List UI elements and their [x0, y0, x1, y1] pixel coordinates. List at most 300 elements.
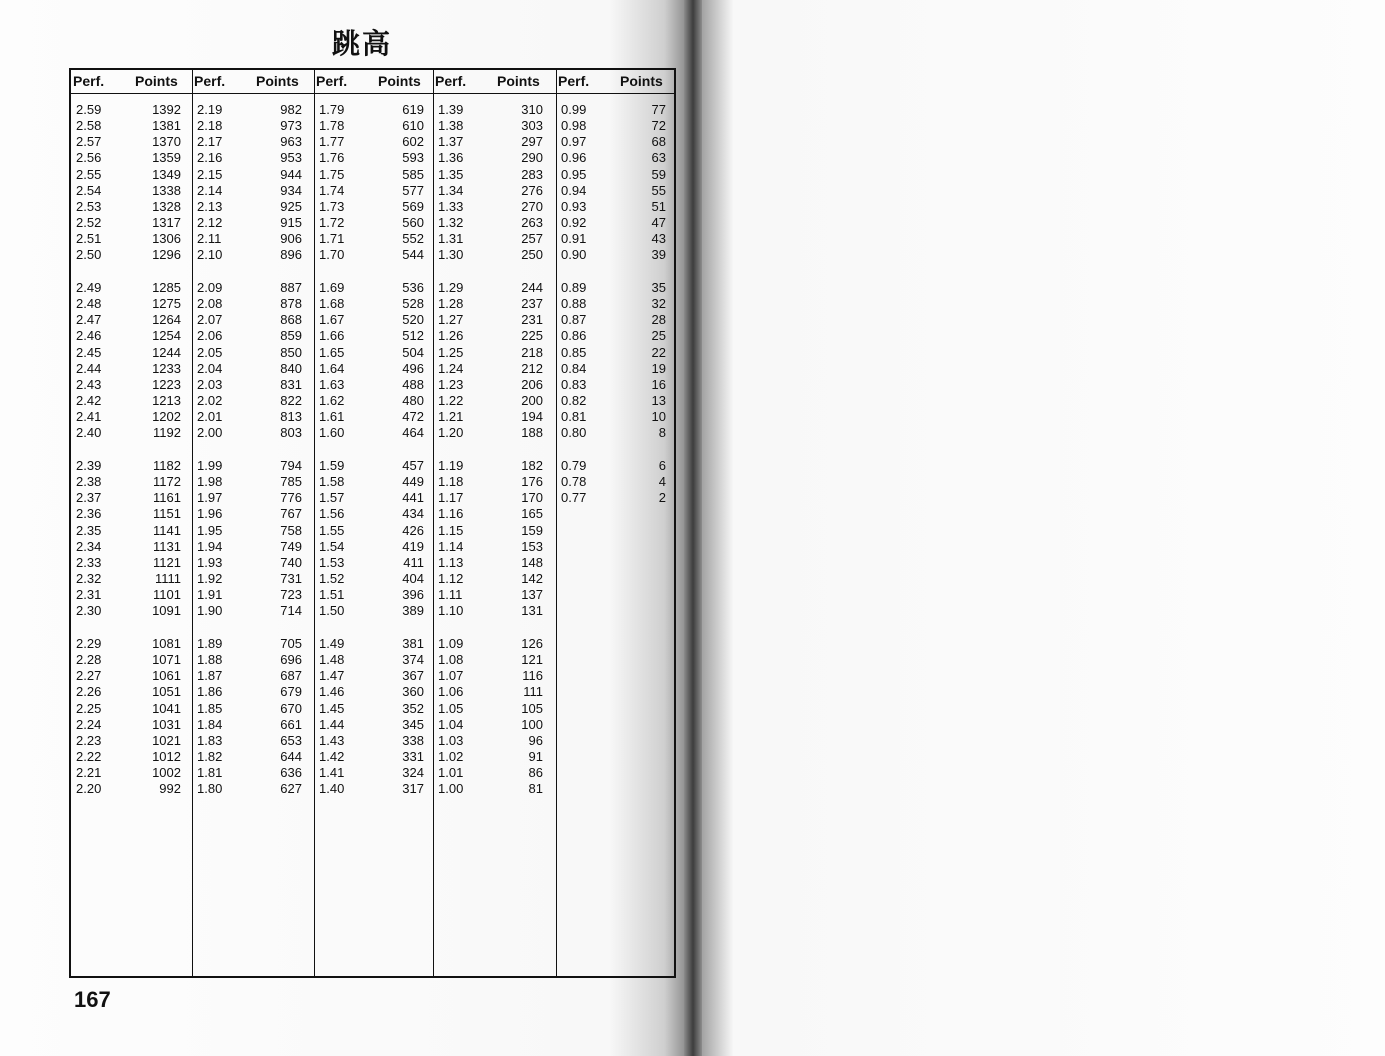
points-value: 687	[280, 668, 302, 684]
perf-value: 2.04	[197, 360, 223, 376]
perf-value: 1.93	[197, 554, 223, 570]
perf-value: 1.70	[319, 247, 345, 263]
perf-value: 1.11	[438, 587, 463, 603]
header-points: Points	[620, 73, 663, 89]
perf-value: 1.95	[197, 522, 223, 538]
points-value: 389	[402, 603, 424, 619]
points-value: 714	[280, 603, 302, 619]
perf-value: 0.89	[561, 280, 587, 295]
points-value: 6	[658, 458, 666, 473]
perf-value: 1.34	[438, 182, 464, 198]
perf-value: 1.90	[197, 603, 223, 619]
perf-value: 1.82	[197, 749, 223, 765]
points-value: 560	[402, 215, 424, 231]
points-value: 794	[280, 458, 302, 473]
points-value: 512	[402, 328, 424, 344]
perf-value: 1.30	[438, 247, 464, 263]
perf-value: 0.88	[561, 296, 587, 312]
perf-value: 2.37	[76, 490, 102, 506]
perf-value: 2.23	[76, 732, 102, 748]
perf-value: 1.54	[319, 538, 345, 554]
perf-value: 0.86	[561, 328, 587, 344]
perf-value: 1.52	[319, 571, 345, 587]
points-value: 434	[402, 506, 424, 522]
perf-value: 1.92	[197, 571, 223, 587]
points-value: 1131	[153, 538, 181, 554]
perf-value: 1.66	[319, 328, 345, 344]
perf-value: 2.38	[76, 474, 102, 490]
header-perf: Perf.	[194, 73, 226, 89]
points-value: 577	[402, 182, 424, 198]
perf-value: 0.79	[561, 458, 587, 473]
perf-value: 1.05	[438, 700, 464, 716]
perf-value: 2.41	[76, 409, 102, 425]
points-value: 670	[280, 700, 302, 716]
header-points: Points	[135, 73, 178, 89]
points-value: 1254	[152, 328, 181, 344]
perf-value: 0.85	[561, 344, 587, 360]
perf-value: 1.64	[319, 360, 345, 376]
perf-value: 2.31	[76, 587, 102, 603]
points-value: 1021	[152, 732, 181, 748]
points-value: 915	[280, 215, 302, 231]
perf-value: 0.81	[561, 409, 587, 425]
points-value: 206	[521, 376, 543, 392]
perf-value: 0.82	[561, 393, 587, 409]
perf-value: 1.04	[438, 716, 464, 732]
page-number: 167	[74, 987, 111, 1012]
points-value: 1370	[152, 134, 181, 150]
points-value: 1244	[152, 344, 181, 360]
points-value: 593	[402, 150, 424, 166]
perf-value: 2.50	[76, 247, 102, 263]
perf-value: 2.56	[76, 150, 102, 166]
points-value: 324	[402, 765, 424, 781]
perf-value: 2.45	[76, 344, 102, 360]
perf-value: 2.17	[197, 134, 223, 150]
points-value: 1359	[152, 150, 181, 166]
points-value: 10	[651, 409, 666, 425]
perf-value: 2.44	[76, 360, 102, 376]
perf-value: 2.14	[197, 182, 223, 198]
perf-value: 0.97	[561, 134, 587, 150]
points-value: 159	[521, 522, 543, 538]
points-value: 290	[521, 150, 543, 166]
points-value: 91	[528, 749, 543, 765]
points-value: 68	[651, 134, 666, 150]
perf-value: 1.86	[197, 684, 223, 700]
page-title-high-jump: 跳高	[332, 27, 393, 60]
perf-value: 2.25	[76, 700, 102, 716]
points-value: 696	[280, 652, 302, 668]
perf-value: 1.12	[438, 571, 464, 587]
perf-value: 1.53	[319, 554, 345, 570]
points-value: 111	[523, 684, 543, 700]
perf-value: 2.51	[76, 231, 102, 247]
points-value: 636	[280, 765, 302, 781]
points-value: 303	[521, 118, 543, 134]
points-value: 13	[651, 393, 666, 409]
perf-value: 0.98	[561, 118, 587, 134]
book-spine	[684, 0, 702, 1056]
perf-value: 2.11	[197, 231, 222, 247]
points-value: 1192	[153, 425, 181, 441]
points-value: 360	[402, 684, 424, 700]
perf-value: 1.68	[319, 296, 345, 312]
points-value: 767	[280, 506, 302, 522]
perf-value: 1.50	[319, 603, 345, 619]
perf-value: 1.43	[319, 732, 345, 748]
perf-value: 2.00	[197, 425, 223, 441]
perf-value: 2.28	[76, 652, 102, 668]
points-value: 679	[280, 684, 302, 700]
points-value: 16	[651, 376, 666, 392]
header-perf: Perf.	[316, 73, 348, 89]
points-value: 4	[658, 474, 666, 490]
perf-value: 1.48	[319, 652, 345, 668]
points-value: 602	[402, 134, 424, 150]
perf-value: 1.08	[438, 652, 464, 668]
perf-value: 2.18	[197, 118, 223, 134]
perf-value: 1.69	[319, 280, 345, 295]
perf-value: 2.57	[76, 134, 102, 150]
perf-value: 1.84	[197, 716, 223, 732]
header-points: Points	[256, 73, 299, 89]
perf-value: 2.27	[76, 668, 102, 684]
perf-value: 0.80	[561, 425, 587, 441]
perf-value: 0.77	[561, 490, 587, 506]
perf-value: 1.21	[438, 409, 464, 425]
points-value: 283	[521, 166, 543, 182]
points-value: 982	[280, 102, 302, 117]
points-value: 411	[403, 554, 424, 570]
points-value: 276	[521, 182, 543, 198]
perf-value: 1.20	[438, 425, 464, 441]
perf-value: 2.59	[76, 102, 102, 117]
perf-value: 1.40	[319, 781, 345, 797]
points-value: 1002	[152, 765, 181, 781]
perf-value: 1.65	[319, 344, 345, 360]
points-value: 331	[402, 749, 424, 765]
points-value: 142	[521, 571, 543, 587]
perf-value: 1.74	[319, 182, 345, 198]
perf-value: 1.15	[438, 522, 464, 538]
points-value: 1161	[153, 490, 181, 506]
points-value: 536	[402, 280, 424, 295]
perf-value: 2.43	[76, 376, 102, 392]
points-value: 63	[651, 150, 666, 166]
points-value: 1349	[152, 166, 181, 182]
points-value: 896	[280, 247, 302, 263]
perf-value: 1.62	[319, 393, 345, 409]
points-value: 1275	[152, 296, 181, 312]
points-value: 194	[521, 409, 543, 425]
perf-value: 1.14	[438, 538, 464, 554]
points-value: 25	[651, 328, 666, 344]
perf-value: 2.07	[197, 312, 223, 328]
points-value: 310	[521, 102, 543, 117]
points-value: 404	[402, 571, 424, 587]
perf-value: 1.96	[197, 506, 223, 522]
perf-value: 1.27	[438, 312, 464, 328]
perf-value: 1.28	[438, 296, 464, 312]
perf-value: 1.35	[438, 166, 464, 182]
right-page	[692, 0, 1385, 1056]
perf-value: 1.98	[197, 474, 223, 490]
perf-value: 2.46	[76, 328, 102, 344]
perf-value: 1.71	[319, 231, 345, 247]
points-value: 944	[280, 166, 302, 182]
points-value: 441	[402, 490, 424, 506]
points-value: 661	[280, 716, 302, 732]
points-value: 1101	[153, 587, 181, 603]
perf-value: 2.36	[76, 506, 102, 522]
perf-value: 2.16	[197, 150, 223, 166]
perf-value: 0.96	[561, 150, 587, 166]
points-value: 449	[402, 474, 424, 490]
header-perf: Perf.	[73, 73, 105, 89]
points-value: 1061	[152, 668, 181, 684]
perf-value: 1.57	[319, 490, 345, 506]
perf-value: 2.42	[76, 393, 102, 409]
perf-value: 2.02	[197, 393, 223, 409]
points-value: 297	[521, 134, 543, 150]
perf-value: 1.01	[438, 765, 464, 781]
points-value: 785	[280, 474, 302, 490]
points-value: 868	[280, 312, 302, 328]
points-value: 352	[402, 700, 424, 716]
perf-value: 1.89	[197, 636, 223, 651]
points-value: 544	[402, 247, 424, 263]
perf-value: 1.26	[438, 328, 464, 344]
perf-value: 1.24	[438, 360, 464, 376]
points-value: 96	[528, 732, 543, 748]
points-value: 906	[280, 231, 302, 247]
perf-value: 1.77	[319, 134, 345, 150]
column-divider	[314, 70, 315, 976]
perf-value: 1.31	[438, 231, 464, 247]
points-value: 1121	[153, 554, 181, 570]
perf-value: 1.32	[438, 215, 464, 231]
perf-value: 2.53	[76, 198, 102, 214]
points-value: 367	[402, 668, 424, 684]
points-value: 1091	[152, 603, 181, 619]
perf-value: 1.79	[319, 102, 345, 117]
points-value: 1285	[152, 280, 181, 295]
points-value: 840	[280, 360, 302, 376]
points-value: 1328	[152, 198, 181, 214]
points-value: 1071	[152, 652, 181, 668]
points-value: 419	[402, 538, 424, 554]
perf-value: 1.07	[438, 668, 464, 684]
perf-value: 2.29	[76, 636, 102, 651]
points-value: 1182	[153, 458, 181, 473]
perf-value: 1.99	[197, 458, 223, 473]
points-value: 176	[521, 474, 543, 490]
points-value: 59	[651, 166, 666, 182]
header-points: Points	[378, 73, 421, 89]
perf-value: 1.88	[197, 652, 223, 668]
points-value: 39	[651, 247, 666, 263]
points-value: 338	[402, 732, 424, 748]
perf-value: 2.54	[76, 182, 102, 198]
points-value: 381	[402, 636, 424, 651]
points-value: 200	[521, 393, 543, 409]
points-value: 72	[651, 118, 666, 134]
perf-value: 1.94	[197, 538, 223, 554]
perf-value: 1.60	[319, 425, 345, 441]
points-value: 270	[521, 198, 543, 214]
points-value: 100	[521, 716, 543, 732]
perf-value: 1.38	[438, 118, 464, 134]
points-value: 170	[521, 490, 543, 506]
perf-value: 1.61	[319, 409, 345, 425]
points-value: 231	[521, 312, 543, 328]
points-value: 480	[402, 393, 424, 409]
points-value: 627	[280, 781, 302, 797]
perf-value: 1.39	[438, 102, 464, 117]
points-value: 43	[651, 231, 666, 247]
points-value: 1296	[152, 247, 181, 263]
points-value: 569	[402, 198, 424, 214]
left-page	[0, 0, 692, 1056]
points-value: 131	[521, 603, 543, 619]
perf-value: 2.49	[76, 280, 102, 295]
points-value: 188	[521, 425, 543, 441]
perf-value: 1.42	[319, 749, 345, 765]
perf-value: 1.55	[319, 522, 345, 538]
points-value: 496	[402, 360, 424, 376]
perf-value: 1.59	[319, 458, 345, 473]
perf-value: 1.56	[319, 506, 345, 522]
points-value: 610	[402, 118, 424, 134]
perf-value: 1.85	[197, 700, 223, 716]
points-value: 47	[651, 215, 666, 231]
points-value: 1223	[152, 376, 181, 392]
points-value: 225	[521, 328, 543, 344]
points-value: 472	[402, 409, 424, 425]
points-value: 1381	[152, 118, 181, 134]
points-value: 244	[521, 280, 543, 295]
perf-value: 1.36	[438, 150, 464, 166]
perf-value: 1.63	[319, 376, 345, 392]
perf-value: 1.67	[319, 312, 345, 328]
points-value: 396	[402, 587, 424, 603]
perf-value: 2.03	[197, 376, 223, 392]
perf-value: 1.46	[319, 684, 345, 700]
points-value: 749	[280, 538, 302, 554]
perf-value: 0.99	[561, 102, 587, 117]
points-value: 1031	[152, 716, 181, 732]
perf-value: 2.22	[76, 749, 102, 765]
points-value: 237	[521, 296, 543, 312]
points-value: 457	[402, 458, 424, 473]
perf-value: 1.58	[319, 474, 345, 490]
points-value: 374	[402, 652, 424, 668]
perf-value: 1.09	[438, 636, 464, 651]
perf-value: 2.10	[197, 247, 223, 263]
perf-value: 1.76	[319, 150, 345, 166]
perf-value: 0.94	[561, 182, 587, 198]
points-value: 1141	[153, 522, 181, 538]
header-perf: Perf.	[435, 73, 467, 89]
perf-value: 2.15	[197, 166, 223, 182]
perf-value: 1.45	[319, 700, 345, 716]
points-value: 55	[651, 182, 666, 198]
points-value: 1081	[152, 636, 181, 651]
points-value: 758	[280, 522, 302, 538]
points-value: 1012	[152, 749, 181, 765]
perf-value: 1.00	[438, 781, 464, 797]
perf-value: 2.55	[76, 166, 102, 182]
points-value: 963	[280, 134, 302, 150]
perf-value: 2.47	[76, 312, 102, 328]
perf-value: 2.26	[76, 684, 102, 700]
points-value: 148	[521, 554, 543, 570]
perf-value: 2.40	[76, 425, 102, 441]
perf-value: 1.78	[319, 118, 345, 134]
perf-value: 2.35	[76, 522, 102, 538]
points-value: 182	[521, 458, 543, 473]
perf-value: 1.25	[438, 344, 464, 360]
perf-value: 1.13	[438, 554, 464, 570]
perf-value: 1.18	[438, 474, 464, 490]
points-value: 77	[651, 102, 666, 117]
perf-value: 2.24	[76, 716, 102, 732]
points-value: 953	[280, 150, 302, 166]
points-value: 813	[280, 409, 302, 425]
column-divider	[556, 70, 557, 976]
points-value: 850	[280, 344, 302, 360]
perf-value: 0.83	[561, 376, 587, 392]
perf-value: 1.97	[197, 490, 223, 506]
perf-value: 0.95	[561, 166, 587, 182]
points-value: 520	[402, 312, 424, 328]
perf-value: 2.08	[197, 296, 223, 312]
high-jump-scoring-table	[69, 68, 676, 978]
perf-value: 1.37	[438, 134, 464, 150]
perf-value: 0.92	[561, 215, 587, 231]
points-value: 1041	[152, 700, 181, 716]
points-value: 105	[521, 700, 543, 716]
perf-value: 1.47	[319, 668, 345, 684]
points-value: 528	[402, 296, 424, 312]
perf-value: 1.17	[438, 490, 464, 506]
points-value: 8	[658, 425, 666, 441]
header-points: Points	[497, 73, 540, 89]
points-value: 1233	[152, 360, 181, 376]
perf-value: 1.73	[319, 198, 345, 214]
perf-value: 1.72	[319, 215, 345, 231]
perf-value: 0.91	[561, 231, 587, 247]
perf-value: 2.09	[197, 280, 223, 295]
points-value: 973	[280, 118, 302, 134]
points-value: 831	[280, 376, 302, 392]
points-value: 488	[402, 376, 424, 392]
perf-value: 2.12	[197, 215, 223, 231]
points-value: 619	[402, 102, 424, 117]
points-value: 723	[280, 587, 302, 603]
points-value: 1338	[152, 182, 181, 198]
points-value: 263	[521, 215, 543, 231]
perf-value: 1.29	[438, 280, 464, 295]
points-value: 345	[402, 716, 424, 732]
points-value: 776	[280, 490, 302, 506]
points-value: 1111	[154, 571, 181, 587]
points-value: 934	[280, 182, 302, 198]
points-value: 257	[521, 231, 543, 247]
points-value: 887	[280, 280, 302, 295]
